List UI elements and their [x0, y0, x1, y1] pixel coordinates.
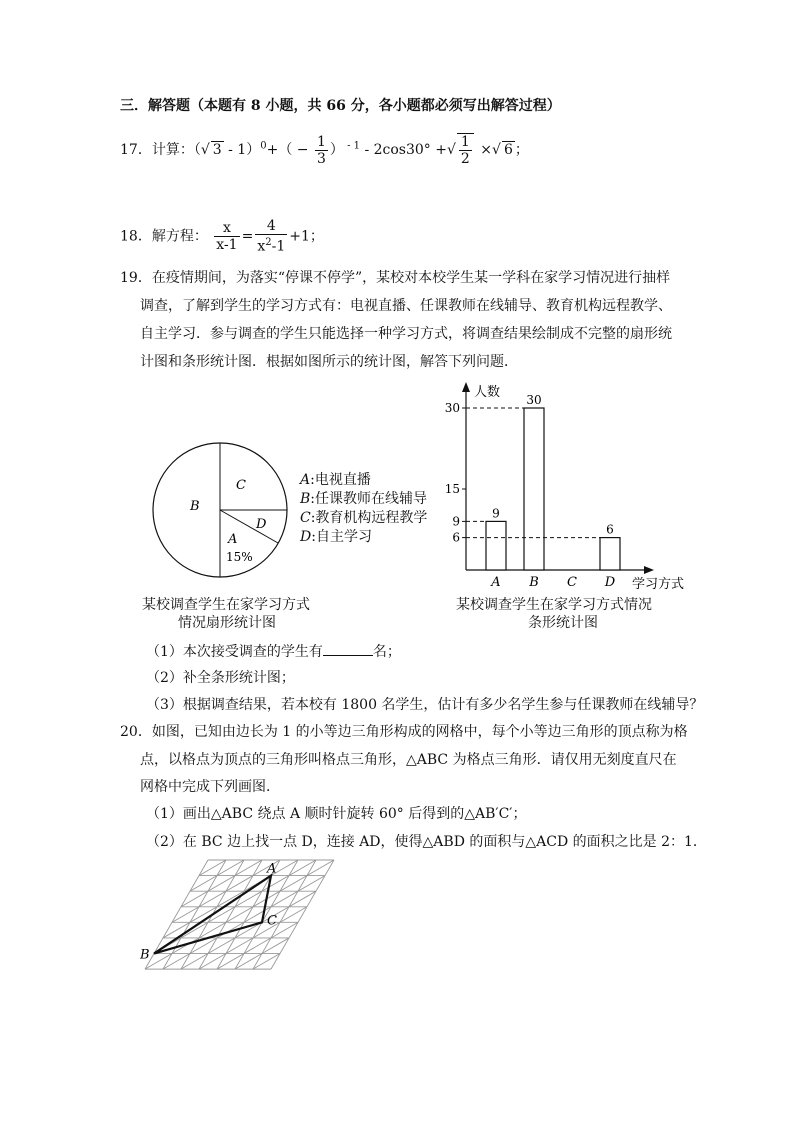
q19-sub3: （3）根据调查结果，若本校有 1800 名学生，估计有多少名学生参与任课教师在线辅导？ [146, 697, 704, 713]
q20-line-2: 点，以格点为顶点的三角形叫格点三角形，△ABC 为格点三角形．请仅用无刻度直尺在 [140, 752, 677, 768]
legend-item-c: C:教育机构远程教学 [300, 510, 428, 526]
question-18 [120, 218, 324, 255]
q17-end: ； [514, 142, 529, 158]
pie-caption-1: 某校调查学生在家学习方式 [142, 597, 310, 613]
q19-sub2: （2）补全条形统计图； [146, 670, 295, 686]
answer-blank[interactable] [323, 643, 373, 656]
bar-data-label: 6 [606, 522, 614, 537]
bar-layer [445, 382, 684, 592]
pie-label-d: D [256, 517, 267, 532]
bar-data-label: 30 [526, 393, 542, 407]
bar-caption-1: 某校调查学生在家学习方式情况 [456, 597, 652, 613]
legend-item-d: D:自主学习 [300, 529, 372, 545]
y-tick-label: 6 [452, 530, 460, 545]
q18-end: +1； [289, 228, 324, 245]
q19-line-4: 计图和条形统计图．根据如图所示的统计图，解答下列问题． [140, 354, 518, 370]
point-b-label: B [140, 947, 150, 963]
pie-label-a: A [228, 532, 238, 547]
triangle-grid-figure [140, 858, 365, 993]
x-tick-label: D [604, 575, 616, 590]
pie-label-c: C [236, 478, 246, 493]
q18-fraction-2: $\frac{4}{x^2-1}$ [257, 218, 286, 255]
pie-caption-2: 情况扇形统计图 [178, 615, 276, 631]
q17-exp0: 0 [260, 140, 267, 152]
q17-times: × [480, 142, 493, 158]
grid-lines [145, 860, 334, 969]
q18-label: 18．解方程： [120, 228, 208, 245]
grid-line [145, 860, 334, 969]
q20-line-1: 20．如图，已知由边长为 1 的小等边三角形构成的网格中，每个小等边三角形的顶点称为格 [120, 724, 688, 740]
q18-equals: = [241, 228, 254, 245]
triangle-abc [154, 876, 271, 954]
q17-fraction: $\frac{1}{3}$ [316, 133, 326, 167]
bar [486, 521, 506, 570]
q20-sub1: （1）画出△ABC 绕点 A 顺时针旋转 60° 后得到的△AB′C′； [146, 806, 527, 822]
q19-sub1: （1）本次接受调查的学生有 名； [146, 644, 401, 660]
q17-part3: ） [329, 142, 344, 158]
q17-part2: +（ − [266, 142, 309, 158]
y-tick-label: 9 [452, 514, 460, 529]
x-tick-label: A [491, 575, 501, 590]
legend-item-a: A:电视直播 [300, 472, 371, 488]
q17-label: 17．计算：（ [120, 142, 201, 158]
pie-chart [150, 440, 290, 580]
point-c-label: C [267, 913, 277, 929]
q17-sqrt3: 3 [212, 142, 222, 158]
q17-exp-neg1: - 1 [343, 140, 360, 152]
y-axis-label: 人数 [474, 385, 501, 400]
q17-sqrt6: 6 [503, 142, 513, 158]
bar [600, 538, 620, 570]
x-axis-arrow [644, 566, 654, 574]
x-tick-label: C [567, 575, 577, 590]
q17-part1: - 1） [223, 142, 261, 158]
q18-fraction-1: $\frac{x}{x-1}$ [216, 219, 238, 253]
q20-line-3: 网格中完成下列画图． [140, 779, 280, 795]
q17-sqrt-fraction: $\frac{1}{2}$ [457, 133, 474, 167]
bar-data-label: 9 [492, 506, 500, 521]
y-tick-label: 30 [444, 401, 460, 415]
x-axis-label: 学习方式 [632, 577, 685, 592]
q19-line-3: 自主学习．参与调查的学生只能选择一种学习方式，将调查结果绘制成不完整的扇形统 [140, 326, 672, 342]
bar-caption-2: 条形统计图 [528, 615, 598, 631]
section-title: 三．解答题（本题有 8 小题，共 66 分，各小题都必须写出解答过程） [120, 98, 561, 114]
q19-line-1: 19．在疫情期间，为落实“停课不停学”，某校对本校学生某一学科在家学习情况进行抽样 [120, 270, 671, 286]
bar [524, 408, 544, 570]
x-tick-label: B [529, 575, 539, 590]
y-axis-arrow [462, 382, 470, 392]
q19-line-2: 调查，了解到学生的学习方式有：电视直播、任课教师在线辅导、教育机构远程教学、 [140, 298, 672, 314]
y-tick-label: 15 [444, 482, 460, 496]
question-17: 17．计算：（√ 3 - 1）$^0$+（ − $\frac{1}{3}$ ） $^{- 1}$ - 2cos30° +√ $\frac{1}{2}$ ×√ 6 ； [120, 133, 529, 167]
pie-label-b: B [190, 499, 200, 514]
q20-sub2: （2）在 BC 边上找一点 D，连接 AD，使得△ABD 的面积与△ACD 的面积之比是 2：1． [146, 834, 707, 850]
point-a-label: A [267, 861, 277, 877]
q17-part4: - 2cos30° + [360, 142, 447, 158]
bar-chart [420, 378, 710, 593]
legend-item-b: B:任课教师在线辅导 [300, 491, 428, 507]
pie-value-a: 15% [226, 550, 253, 564]
